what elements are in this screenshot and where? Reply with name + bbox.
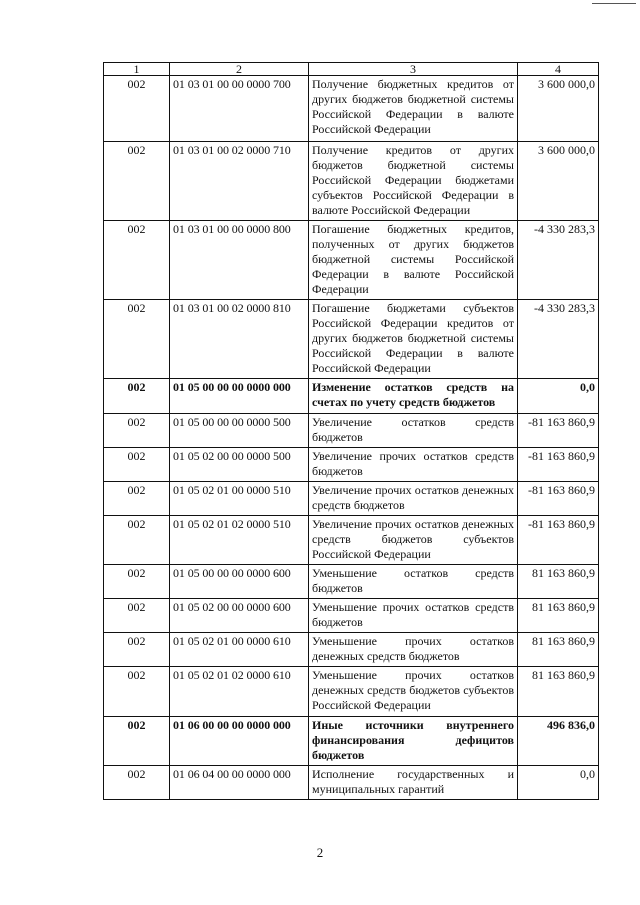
row-amount: -81 163 860,9 <box>518 516 599 565</box>
row-number: 002 <box>104 482 170 516</box>
row-amount: 496 836,0 <box>518 717 599 766</box>
row-description: Увеличение прочих остатков денежных средств бюджетов субъектов Российской Федерации <box>309 516 518 565</box>
budget-code: 01 03 01 00 00 0000 800 <box>170 221 309 300</box>
row-description: Уменьшение прочих остатков денежных средств бюджетов <box>309 633 518 667</box>
budget-code: 01 03 01 00 02 0000 710 <box>170 142 309 221</box>
row-amount: 3 600 000,0 <box>518 142 599 221</box>
row-amount: 81 163 860,9 <box>518 599 599 633</box>
budget-code: 01 05 00 00 00 0000 000 <box>170 379 309 414</box>
budget-code: 01 06 04 00 00 0000 000 <box>170 766 309 800</box>
page-number: 2 <box>316 845 324 860</box>
budget-code: 01 05 00 00 00 0000 500 <box>170 414 309 448</box>
budget-sources-table <box>103 62 599 800</box>
row-amount: -81 163 860,9 <box>518 482 599 516</box>
row-number: 002 <box>104 516 170 565</box>
row-amount: 3 600 000,0 <box>518 76 599 142</box>
row-amount: -4 330 283,3 <box>518 221 599 300</box>
row-number: 002 <box>104 448 170 482</box>
table-row <box>104 516 599 565</box>
row-number: 002 <box>104 717 170 766</box>
row-number: 002 <box>104 667 170 717</box>
column-header-4: 4 <box>518 63 599 76</box>
budget-code: 01 05 00 00 00 0000 600 <box>170 565 309 599</box>
table-row <box>104 300 599 379</box>
table-row <box>104 599 599 633</box>
column-header-3: 3 <box>309 63 518 76</box>
row-description: Увеличение прочих остатков средств бюджетов <box>309 448 518 482</box>
budget-code: 01 05 02 01 02 0000 510 <box>170 516 309 565</box>
row-amount: -81 163 860,9 <box>518 448 599 482</box>
row-description: Уменьшение прочих остатков средств бюджетов <box>309 599 518 633</box>
row-number: 002 <box>104 379 170 414</box>
table-row <box>104 76 599 142</box>
budget-code: 01 03 01 00 02 0000 810 <box>170 300 309 379</box>
table-header-row <box>104 63 599 76</box>
table-row <box>104 565 599 599</box>
row-number: 002 <box>104 76 170 142</box>
row-number: 002 <box>104 599 170 633</box>
budget-code: 01 05 02 00 00 0000 600 <box>170 599 309 633</box>
row-description: Увеличение остатков средств бюджетов <box>309 414 518 448</box>
table-row <box>104 667 599 717</box>
row-amount: 81 163 860,9 <box>518 633 599 667</box>
row-number: 002 <box>104 414 170 448</box>
table-row <box>104 633 599 667</box>
row-description: Уменьшение остатков средств бюджетов <box>309 565 518 599</box>
table-row <box>104 379 599 414</box>
row-description: Получение кредитов от других бюджетов бюджетной системы Российской Федерации бюджетами субъектов Российской Федерации в валюте Российской Федерации <box>309 142 518 221</box>
row-number: 002 <box>104 633 170 667</box>
table-row <box>104 766 599 800</box>
table-row <box>104 221 599 300</box>
row-amount: 81 163 860,9 <box>518 667 599 717</box>
row-amount: -81 163 860,9 <box>518 414 599 448</box>
table-row <box>104 482 599 516</box>
row-description: Увеличение прочих остатков денежных средств бюджетов <box>309 482 518 516</box>
row-description: Получение бюджетных кредитов от других бюджетов бюджетной системы Российской Федерации в валюте Российской Федерации <box>309 76 518 142</box>
table-row <box>104 142 599 221</box>
budget-code: 01 05 02 01 00 0000 510 <box>170 482 309 516</box>
budget-code: 01 03 01 00 00 0000 700 <box>170 76 309 142</box>
row-amount: 0,0 <box>518 379 599 414</box>
row-number: 002 <box>104 221 170 300</box>
row-amount: 81 163 860,9 <box>518 565 599 599</box>
budget-code: 01 05 02 01 02 0000 610 <box>170 667 309 717</box>
row-description: Исполнение государственных и муниципальных гарантий <box>309 766 518 800</box>
row-number: 002 <box>104 142 170 221</box>
row-description: Погашение бюджетных кредитов, полученных от других бюджетов бюджетной системы Российской Федерации в валюте Российской Федерации <box>309 221 518 300</box>
budget-code: 01 05 02 01 00 0000 610 <box>170 633 309 667</box>
column-header-2: 2 <box>170 63 309 76</box>
budget-code: 01 06 00 00 00 0000 000 <box>170 717 309 766</box>
row-number: 002 <box>104 300 170 379</box>
table-row <box>104 448 599 482</box>
row-number: 002 <box>104 565 170 599</box>
column-header-1: 1 <box>104 63 170 76</box>
budget-code: 01 05 02 00 00 0000 500 <box>170 448 309 482</box>
row-description: Иные источники внутреннего финансирования дефицитов бюджетов <box>309 717 518 766</box>
row-amount: -4 330 283,3 <box>518 300 599 379</box>
row-description: Погашение бюджетами субъектов Российской Федерации кредитов от других бюджетов бюджетной системы Российской Федерации в валюте Российской Федерации <box>309 300 518 379</box>
row-description: Уменьшение прочих остатков денежных средств бюджетов субъектов Российской Федерации <box>309 667 518 717</box>
row-amount: 0,0 <box>518 766 599 800</box>
row-number: 002 <box>104 766 170 800</box>
table-row <box>104 414 599 448</box>
page-corner-mark <box>592 3 636 4</box>
table-body <box>104 76 599 800</box>
table-row <box>104 717 599 766</box>
row-description: Изменение остатков средств на счетах по учету средств бюджетов <box>309 379 518 414</box>
